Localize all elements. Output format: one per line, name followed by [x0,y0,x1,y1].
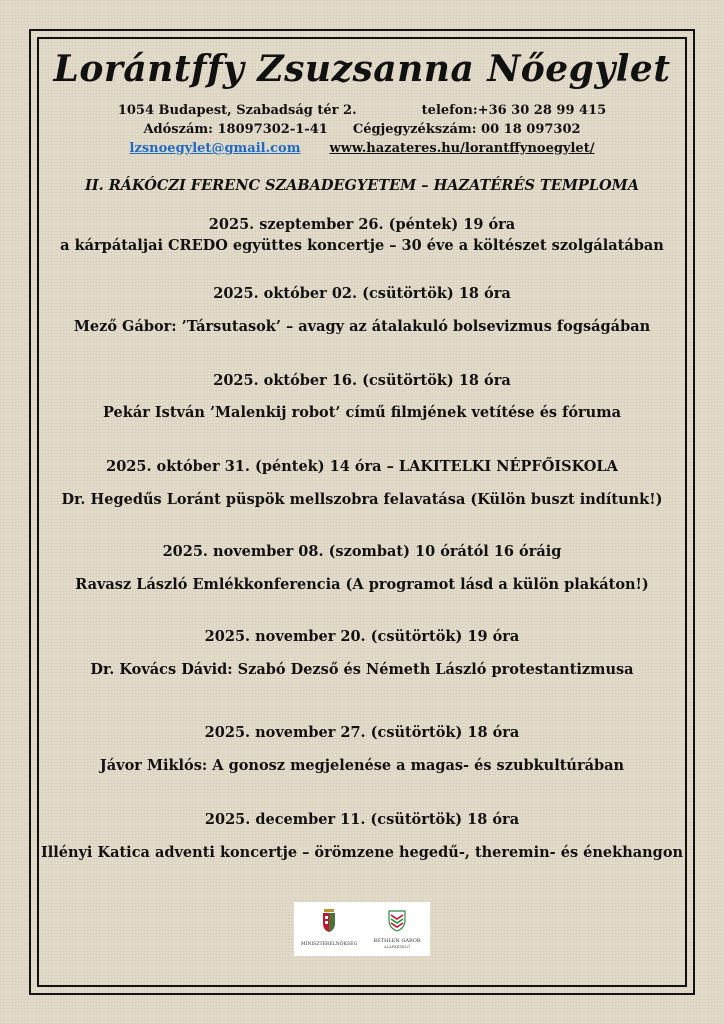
logo-right-subtext: ALAPKEZELŐ [384,945,410,949]
registry-number: Cégjegyzékszám: 00 18 097302 [352,122,581,137]
org-title: Lorántffy Zsuzsanna Nőegylet [53,48,671,90]
logo-left-text: MINISZTERELNÖKSÉG [300,942,358,947]
event-date: 2025. december 11. (csütörtök) 18 óra [204,811,520,828]
sponsor-logos [294,902,430,956]
event-date: 2025. október 02. (csütörtök) 18 óra [213,285,511,302]
bethlen-emblem-icon [389,911,405,931]
series-header: II. RÁKÓCZI FERENC SZABADEGYETEM – HAZATÉRÉS TEMPLOMA [85,177,639,194]
event-title: Dr. Hegedűs Loránt püspök mellszobra felavatása (Külön buszt indítunk!) [61,491,663,508]
tax-number: Adószám: 18097302-1-41 [143,122,328,137]
website-link[interactable]: www.hazateres.hu/lorantffynoegylet/ [329,141,595,156]
event-title: Ravasz László Emlékkonferencia (A programot lásd a külön plakáton!) [75,576,649,593]
contact-line-3 [40,141,684,156]
address: 1054 Budapest, Szabadság tér 2. [117,103,357,118]
event-title: Illényi Katica adventi koncertje – örömzene hegedű-, theremin- és énekhangon [40,844,684,861]
event-title: Mező Gábor: ’Társutasok’ – avagy az átalakuló bolsevizmus fogságában [73,318,651,335]
event-date: 2025. november 27. (csütörtök) 18 óra [204,724,520,741]
logo-right-text: BETHLEN GÁBOR [373,938,421,944]
event-date: 2025. október 31. (péntek) 14 óra – LAKITELKI NÉPFŐISKOLA [106,458,618,475]
phone: telefon:+36 30 28 99 415 [421,103,607,118]
event-date: 2025. november 08. (szombat) 10 órától 16 óráig [162,543,562,560]
coat-of-arms-icon [323,909,335,932]
contact-line-2 [40,122,684,137]
event-date: 2025. szeptember 26. (péntek) 19 óra [208,216,516,233]
contact-line-1 [40,103,684,118]
email-link[interactable]: lzsnoegylet@gmail.com [129,141,301,156]
sponsor-logos-graphic [294,902,430,956]
event-date: 2025. október 16. (csütörtök) 18 óra [213,372,511,389]
event-date: 2025. november 20. (csütörtök) 19 óra [204,628,520,645]
event-title: Jávor Miklós: A gonosz megjelenése a magas- és szubkultúrában [99,757,625,774]
event-title: Pekár István ’Malenkij robot’ című filmjének vetítése és fóruma [103,404,621,421]
event-title: Dr. Kovács Dávid: Szabó Dezső és Németh László protestantizmusa [90,661,634,678]
event-title: a kárpátaljai CREDO együttes koncertje – 30 éve a költészet szolgálatában [60,237,664,254]
